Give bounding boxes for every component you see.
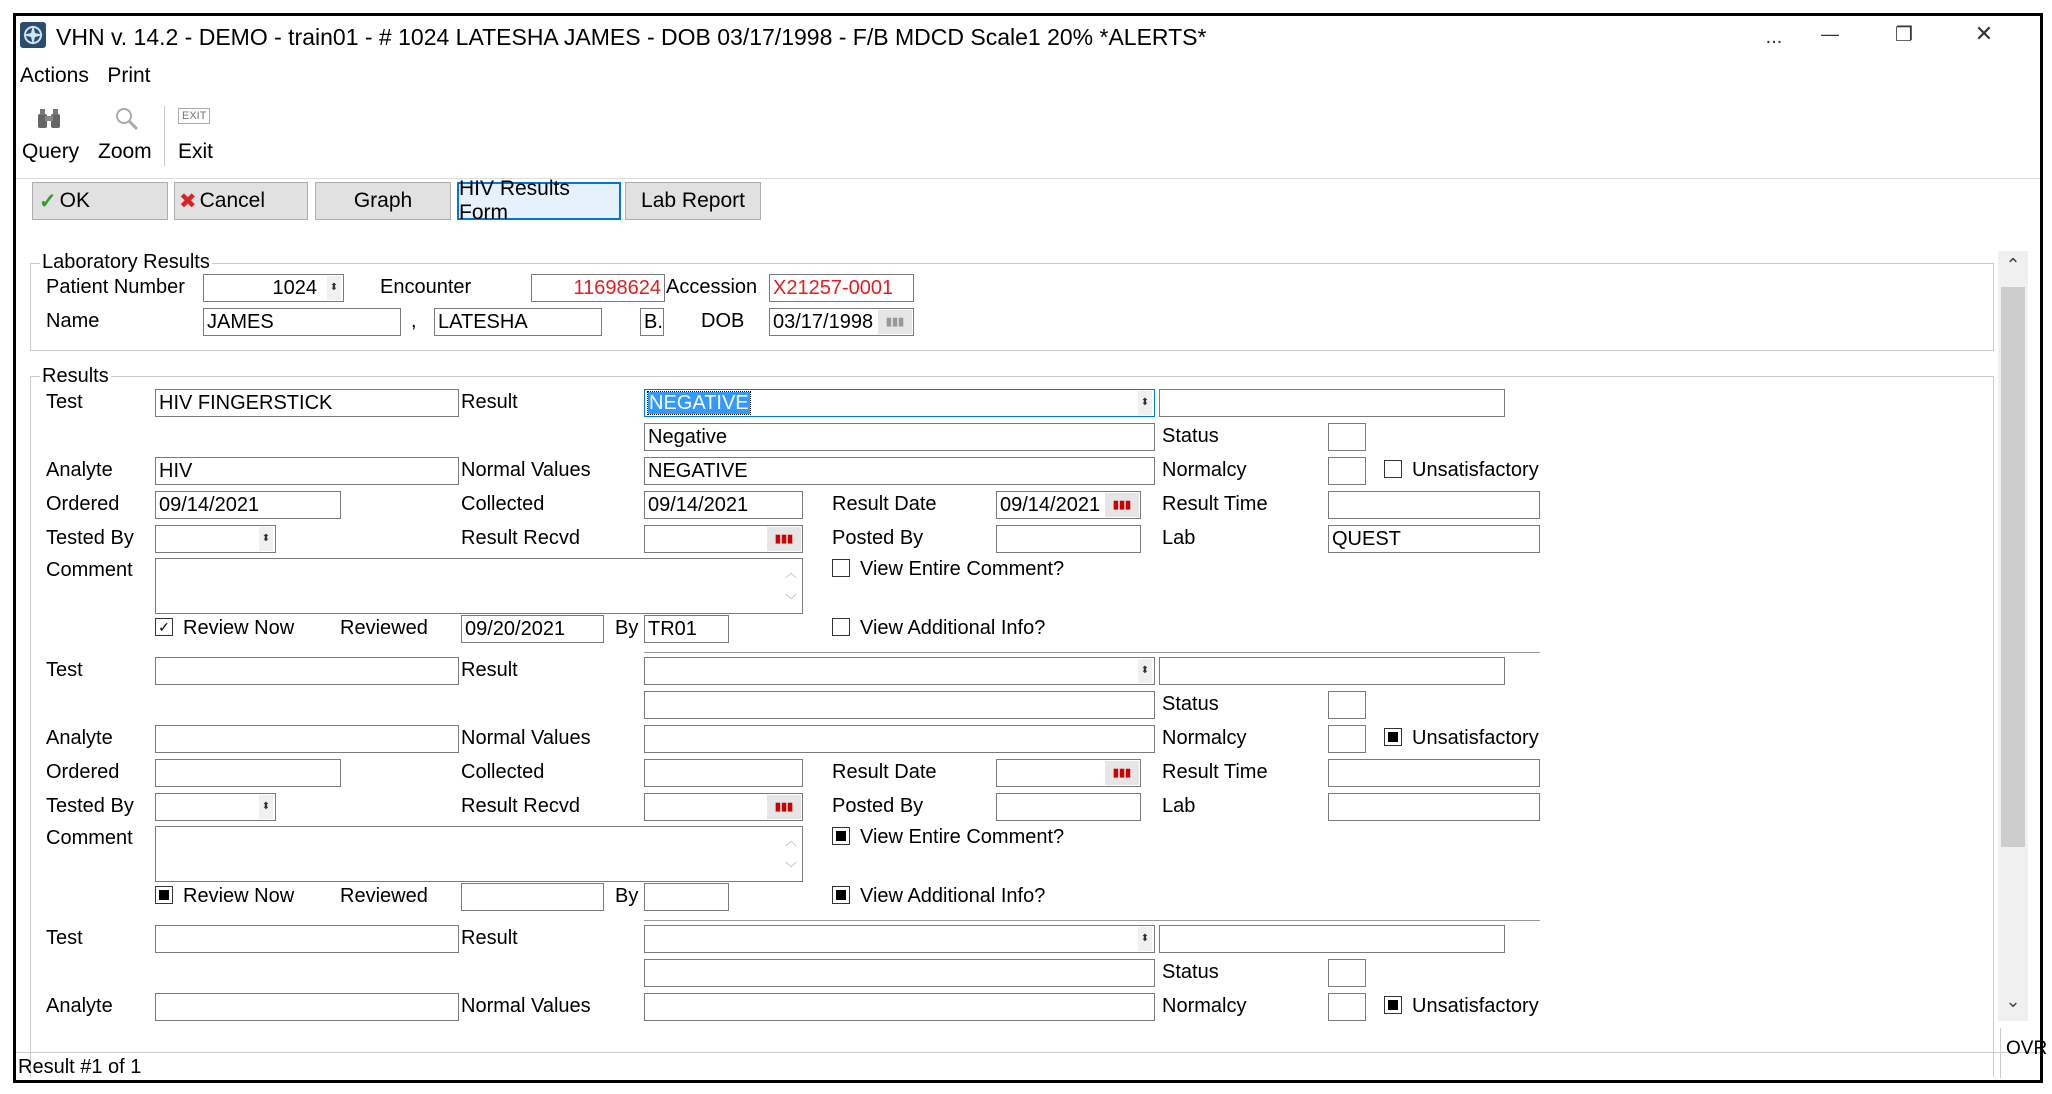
ok-button[interactable] <box>32 182 168 220</box>
result-select[interactable] <box>644 925 1155 953</box>
analyte-field[interactable]: HIV <box>155 457 459 485</box>
menu-actions[interactable]: Actions <box>20 64 89 87</box>
app-window <box>13 13 2048 1083</box>
test-field[interactable] <box>155 925 459 953</box>
posted-by-field[interactable] <box>996 793 1141 821</box>
scroll-down-icon[interactable]: ﹀ <box>784 861 797 875</box>
binoculars-icon <box>36 106 62 137</box>
analyte-label: Analyte <box>46 727 113 749</box>
overflow-icon[interactable]: ... <box>1765 26 1783 48</box>
tested-by-select[interactable] <box>155 793 276 821</box>
collected-label: Collected <box>461 761 545 783</box>
normal-values-field[interactable] <box>644 993 1155 1021</box>
lab-field[interactable]: QUEST <box>1328 525 1540 553</box>
result-time-label: Result Time <box>1162 761 1268 783</box>
status-text: Result #1 of 1 <box>18 1056 142 1078</box>
window-title: VHN v. 14.2 - DEMO - train01 - # 1024 LATESHA JAMES - DOB 03/17/1998 - F/B MDCD Scale1 20% *ALERTS* <box>56 24 1207 50</box>
normalcy-field[interactable] <box>1328 725 1366 753</box>
reviewed-field[interactable]: 09/20/2021 <box>461 615 604 643</box>
result-description-field[interactable] <box>644 959 1155 987</box>
cancel-button[interactable] <box>174 182 308 220</box>
reviewed-label: Reviewed <box>340 885 428 907</box>
dropdown-icon[interactable]: ⬍ <box>1138 391 1152 415</box>
by-field[interactable]: TR01 <box>644 615 729 643</box>
encounter-label: Encounter <box>380 276 472 298</box>
result-select[interactable] <box>644 657 1155 685</box>
test-label: Test <box>46 659 83 681</box>
collected-label: Collected <box>461 493 545 515</box>
result-date-field[interactable]: 09/14/2021 ▮▮▮ <box>996 491 1141 519</box>
name-label: Name <box>46 310 100 332</box>
test-field[interactable]: HIV FINGERSTICK <box>155 389 459 417</box>
spin-icon[interactable]: ⬍ <box>327 276 341 300</box>
result-time-label: Result Time <box>1162 493 1268 515</box>
scroll-down-icon[interactable]: ⌄ <box>2005 991 2021 1011</box>
checkmark-icon: ✓ <box>39 189 57 213</box>
normal-values-label: Normal Values <box>461 459 591 481</box>
content-area <box>16 241 1996 1021</box>
textarea-scrollbar[interactable] <box>780 559 802 613</box>
normal-values-field[interactable] <box>644 725 1155 753</box>
result-time-field[interactable] <box>1328 491 1540 519</box>
view-additional-info-checkbox[interactable] <box>832 618 850 636</box>
by-field[interactable] <box>644 883 729 911</box>
normalcy-field[interactable] <box>1328 457 1366 485</box>
result-recvd-label: Result Recvd <box>461 527 580 549</box>
result-select[interactable]: NEGATIVE ⬍ <box>644 389 1155 417</box>
calendar-icon[interactable]: ▮▮▮ <box>878 310 912 334</box>
vertical-scrollbar[interactable] <box>1998 251 2028 1021</box>
analyte-field[interactable] <box>155 993 459 1021</box>
calendar-icon[interactable]: ▮▮▮ <box>767 527 801 551</box>
statusbar-right-divider <box>2000 1028 2001 1078</box>
calendar-icon[interactable]: ▮▮▮ <box>1105 761 1139 785</box>
result-date-field[interactable] <box>996 759 1141 787</box>
result-recvd-field[interactable] <box>644 793 803 821</box>
result-divider <box>644 652 1540 653</box>
results-group-title: Results <box>42 365 109 387</box>
result-extra-field[interactable] <box>1159 657 1505 685</box>
ok-label: OK <box>59 189 90 212</box>
result-divider <box>644 920 1540 921</box>
by-label: By <box>615 617 639 639</box>
collected-field[interactable]: 09/14/2021 <box>644 491 803 519</box>
analyte-field[interactable] <box>155 725 459 753</box>
hiv-results-form-button[interactable]: HIV Results Form <box>457 182 621 220</box>
accession-field[interactable]: X21257-0001 <box>769 274 914 302</box>
unsatisfactory-label: Unsatisfactory <box>1412 459 1539 481</box>
comment-textarea[interactable] <box>155 558 803 614</box>
collected-field[interactable] <box>644 759 803 787</box>
comment-textarea[interactable] <box>155 826 803 882</box>
exit-label: Exit <box>178 140 214 163</box>
ordered-label: Ordered <box>46 493 120 515</box>
test-label: Test <box>46 391 83 413</box>
dropdown-icon[interactable]: ⬍ <box>259 527 273 551</box>
status-field[interactable] <box>1328 423 1366 451</box>
cancel-label: Cancel <box>199 189 265 212</box>
close-button[interactable]: ✕ <box>1974 21 1994 46</box>
view-entire-comment-checkbox[interactable] <box>832 559 850 577</box>
app-logo-icon <box>20 22 46 48</box>
middle-initial-field[interactable]: B. <box>640 308 664 336</box>
scroll-up-icon[interactable]: ︿ <box>784 566 797 580</box>
review-now-label: Review Now <box>183 885 295 907</box>
analyte-label: Analyte <box>46 459 113 481</box>
review-now-label: Review Now <box>183 617 295 639</box>
status-label: Status <box>1162 425 1219 447</box>
accession-label: Accession <box>666 276 758 298</box>
statusbar-divider <box>16 1052 2040 1053</box>
status-label: Status <box>1162 693 1219 715</box>
result-recvd-field[interactable] <box>644 525 803 553</box>
normal-values-field[interactable]: NEGATIVE <box>644 457 1155 485</box>
title-bar <box>16 16 2040 62</box>
magnifier-icon <box>114 106 140 137</box>
result-description-field[interactable]: Negative <box>644 423 1155 451</box>
x-icon: ✖ <box>179 189 197 213</box>
exit-icon: EXIT <box>178 108 210 124</box>
normal-values-label: Normal Values <box>461 727 591 749</box>
ordered-field[interactable] <box>155 759 341 787</box>
ordered-label: Ordered <box>46 761 120 783</box>
review-now-checkbox[interactable] <box>155 886 173 904</box>
query-tool[interactable] <box>22 102 78 172</box>
analyte-label: Analyte <box>46 995 113 1017</box>
result-label: Result <box>461 927 518 949</box>
tested-by-label: Tested By <box>46 795 134 817</box>
unsatisfactory-checkbox[interactable] <box>1384 728 1402 746</box>
by-label: By <box>615 885 639 907</box>
dropdown-icon[interactable]: ⬍ <box>259 795 273 819</box>
zoom-label: Zoom <box>98 140 152 163</box>
toolbar <box>16 98 2040 179</box>
view-entire-comment-label: View Entire Comment? <box>860 558 1065 580</box>
test-field[interactable] <box>155 657 459 685</box>
view-additional-info-label: View Additional Info? <box>860 885 1046 907</box>
scroll-up-icon[interactable]: ︿ <box>784 834 797 848</box>
zoom-tool[interactable] <box>98 102 154 172</box>
dob-field[interactable]: 03/17/1998 ▮▮▮ <box>769 308 914 336</box>
normalcy-field[interactable] <box>1328 993 1366 1021</box>
result-extra-field[interactable] <box>1159 389 1505 417</box>
graph-button[interactable]: Graph <box>315 182 451 220</box>
first-name-field[interactable]: LATESHA <box>434 308 602 336</box>
menu-print[interactable]: Print <box>107 64 151 87</box>
status-field[interactable] <box>1328 959 1366 987</box>
comment-label: Comment <box>46 827 133 849</box>
normalcy-label: Normalcy <box>1162 459 1247 481</box>
unsatisfactory-checkbox[interactable] <box>1384 460 1402 478</box>
minimize-button[interactable]: — <box>1821 24 1839 44</box>
scrollbar-thumb[interactable] <box>2001 287 2025 847</box>
last-name-field[interactable]: JAMES <box>203 308 401 336</box>
test-label: Test <box>46 927 83 949</box>
laboratory-results-title: Laboratory Results <box>42 251 210 273</box>
view-additional-info-label: View Additional Info? <box>860 617 1046 639</box>
reviewed-field[interactable] <box>461 883 604 911</box>
result-description-field[interactable] <box>644 691 1155 719</box>
review-now-checkbox[interactable]: ✓ <box>155 618 173 636</box>
posted-by-field[interactable] <box>996 525 1141 553</box>
comment-label: Comment <box>46 559 133 581</box>
ordered-field[interactable]: 09/14/2021 <box>155 491 341 519</box>
unsatisfactory-label: Unsatisfactory <box>1412 727 1539 749</box>
menu-bar <box>20 64 165 94</box>
tested-by-label: Tested By <box>46 527 134 549</box>
scroll-down-icon[interactable]: ﹀ <box>784 593 797 607</box>
lab-field[interactable] <box>1328 793 1540 821</box>
result-date-label: Result Date <box>832 493 937 515</box>
reviewed-label: Reviewed <box>340 617 428 639</box>
unsatisfactory-label: Unsatisfactory <box>1412 995 1539 1017</box>
normalcy-label: Normalcy <box>1162 995 1247 1017</box>
toolbar-divider <box>164 106 165 166</box>
unsatisfactory-checkbox[interactable] <box>1384 996 1402 1014</box>
lab-label: Lab <box>1162 527 1196 549</box>
textarea-scrollbar[interactable] <box>780 827 802 881</box>
status-field[interactable] <box>1328 691 1366 719</box>
name-comma: , <box>411 310 417 332</box>
restore-button[interactable]: ❐ <box>1895 24 1913 46</box>
result-date-label: Result Date <box>832 761 937 783</box>
normalcy-label: Normalcy <box>1162 727 1247 749</box>
normal-values-label: Normal Values <box>461 995 591 1017</box>
patient-number-label: Patient Number <box>46 276 185 298</box>
status-label: Status <box>1162 961 1219 983</box>
tested-by-select[interactable] <box>155 525 276 553</box>
posted-by-label: Posted By <box>832 527 924 549</box>
dob-label: DOB <box>701 310 745 332</box>
result-label: Result <box>461 659 518 681</box>
view-additional-info-checkbox[interactable] <box>832 886 850 904</box>
encounter-field[interactable]: 11698624 <box>531 274 665 302</box>
calendar-icon[interactable]: ▮▮▮ <box>767 795 801 819</box>
query-label: Query <box>22 140 80 163</box>
result-recvd-label: Result Recvd <box>461 795 580 817</box>
scroll-up-icon[interactable]: ⌃ <box>2005 255 2021 275</box>
posted-by-label: Posted By <box>832 795 924 817</box>
overwrite-mode-indicator: OVR <box>2006 1038 2048 1059</box>
lab-label: Lab <box>1162 795 1196 817</box>
result-extra-field[interactable] <box>1159 925 1505 953</box>
exit-tool[interactable] <box>176 102 226 172</box>
result-time-field[interactable] <box>1328 759 1540 787</box>
lab-report-button[interactable]: Lab Report <box>625 182 761 220</box>
result-label: Result <box>461 391 518 413</box>
dropdown-icon[interactable]: ⬍ <box>1138 927 1152 951</box>
view-entire-comment-label: View Entire Comment? <box>860 826 1065 848</box>
dropdown-icon[interactable]: ⬍ <box>1138 659 1152 683</box>
calendar-icon[interactable]: ▮▮▮ <box>1105 493 1139 517</box>
view-entire-comment-checkbox[interactable] <box>832 827 850 845</box>
patient-number-field[interactable]: 1024 ⬍ <box>203 274 344 302</box>
